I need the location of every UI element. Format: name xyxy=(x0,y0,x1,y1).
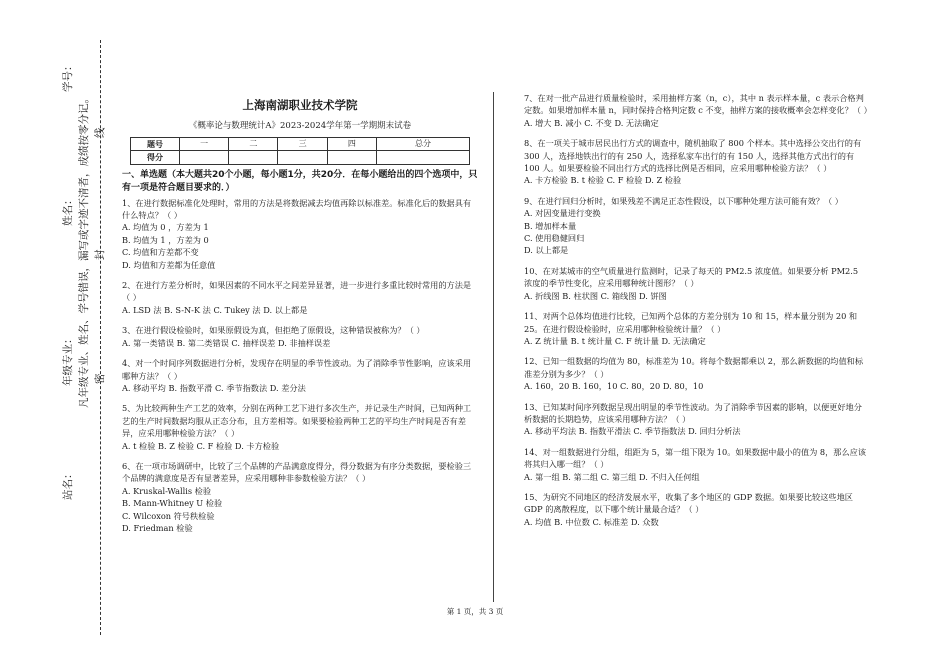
question-item xyxy=(524,92,872,129)
score-cell: 二 xyxy=(229,137,278,150)
question-option: A. 对因变量进行变换 xyxy=(524,208,601,219)
score-input-cell xyxy=(180,151,229,164)
seal-char-mi: 密 xyxy=(94,373,106,384)
question-stem: 15、为研究不同地区的经济发展水平，收集了多个地区的 GDP 数据。如果要比较这些地区 GDP 的离散程度，以下哪个统计量最合适？（ ） xyxy=(524,491,853,515)
name-label: 姓名： xyxy=(62,194,74,226)
question-item xyxy=(122,279,478,316)
score-table xyxy=(130,137,470,165)
question-option: A. Kruskal-Wallis 检验 xyxy=(122,485,212,496)
binding-strip xyxy=(0,0,115,672)
score-input-cell xyxy=(327,151,376,164)
question-option: C. 均值和方差都不变 xyxy=(122,247,199,258)
column-divider xyxy=(493,92,494,602)
exam-subtitle: 《概率论与数理统计A》2023-2024学年第一学期期末试卷 xyxy=(188,121,412,132)
question-option: A. 第一类错误 B. 第二类错误 C. 抽样误差 D. 非抽样误差 xyxy=(122,337,331,348)
question-option: A. 第一组 B. 第二组 C. 第三组 D. 不归入任何组 xyxy=(524,471,700,482)
question-item xyxy=(524,355,868,392)
question-option: A. 均值为 0 ，方差为 1 xyxy=(122,222,209,233)
question-stem: 14、对一组数据进行分组，组距为 5，第一组下限为 10。如果数据中最小的值为 8，那么应该将其归入哪一组？（ ） xyxy=(524,446,867,470)
right-question-list xyxy=(524,92,872,528)
question-item xyxy=(524,195,868,257)
grade-major-label: 年级专业： xyxy=(62,333,74,386)
question-item xyxy=(122,324,478,349)
question-option: C. 使用稳健回归 xyxy=(524,233,585,244)
question-option: A. 均值 B. 中位数 C. 标准差 D. 众数 xyxy=(524,516,659,527)
left-question-list xyxy=(122,197,478,535)
question-stem: 4、对一个时间序列数据进行分析，发现存在明显的季节性波动。为了消除季节性影响，应该采用哪种方法？（ ） xyxy=(122,358,472,381)
question-option: B. 均值为 1 ，方差为 0 xyxy=(122,234,209,245)
section-heading: 一、单选题（本大题共20个小题，每小题1分，共20分．在每小题给出的四个选项中，只有一项是符合题目要求的．） xyxy=(122,169,478,193)
question-option: A. 卡方检验 B. t 检验 C. F 检验 D. Z 检验 xyxy=(524,175,682,186)
school-label: 站名： xyxy=(62,468,74,500)
score-cell: 总分 xyxy=(376,137,469,150)
question-option: A. t 检验 B. Z 检验 C. F 检验 D. 卡方检验 xyxy=(122,440,280,451)
question-item xyxy=(524,310,868,347)
seal-dashed-line xyxy=(100,40,101,635)
question-stem: 12、已知一组数据的均值为 80，标准差为 10。将每个数据都乘以 2，那么新数据的均值和标准差分别为多少？（ ） xyxy=(524,356,864,379)
student-id-label: 学号： xyxy=(62,60,74,92)
right-column xyxy=(524,92,872,536)
score-cell: 得分 xyxy=(131,151,180,164)
score-input-cell xyxy=(376,151,469,164)
school-title: 上海南湖职业技术学院 xyxy=(242,98,358,112)
question-stem: 1、在进行数据标准化处理时，常用的方法是将数据减去均值再除以标准差。标准化后的数据具有什么特点？（ ） xyxy=(122,197,472,221)
left-column xyxy=(122,92,478,542)
question-option: A. 160，20 B. 160，10 C. 80，20 D. 80，10 xyxy=(524,381,704,392)
score-input-cell xyxy=(229,151,278,164)
question-option: D. Friedman 检验 xyxy=(122,522,193,533)
question-stem: 11、对两个总体均值进行比较，已知两个总体的方差分别为 10 和 15，样本量分别为 20 和 25。在进行假设检验时，应采用哪种检验统计量？（ ） xyxy=(524,311,858,334)
seal-char-feng: 封 xyxy=(94,249,106,260)
question-item xyxy=(122,402,478,452)
question-item xyxy=(524,491,868,528)
question-stem: 5、为比较两种生产工艺的效率，分别在两种工艺下进行多次生产，并记录生产时间，已知两种工艺的生产时间数据均服从正态分布，且方差相等。如果要检验两种工艺的平均生产时间是否有差异，应采用哪种检验方法？（ ） xyxy=(122,403,472,439)
question-option: D. 以上都是 xyxy=(524,245,569,256)
score-table-score-row xyxy=(131,151,470,164)
question-stem: 8、在一项关于城市居民出行方式的调查中，随机抽取了 800 个样本。其中选择公交出行的有 300 人，选择地铁出行的有 250 人，选择私家车出行的有 150 人，选择其他方式出行的有 100 人。如果要检验不同出行方式的选择比例是否相同，应采用哪种检验方法？（ ） xyxy=(524,138,862,174)
question-item xyxy=(524,265,868,302)
page-footer: 第 1 页，共 3 页 xyxy=(446,607,504,616)
question-option: B. Mann-Whitney U 检验 xyxy=(122,498,223,509)
score-cell: 四 xyxy=(327,137,376,150)
score-table-header-row xyxy=(131,137,470,150)
question-option: A. 移动平均法 B. 指数平滑法 C. 季节指数法 D. 回归分析法 xyxy=(524,426,741,437)
seal-char-xian: 线 xyxy=(94,127,106,138)
question-option: A. 折线图 B. 柱状图 C. 箱线图 D. 饼图 xyxy=(524,290,667,301)
score-cell: 题号 xyxy=(131,137,180,150)
question-item xyxy=(524,446,868,483)
question-option: A. 移动平均 B. 指数平滑 C. 季节指数法 D. 差分法 xyxy=(122,382,306,393)
question-item xyxy=(524,401,868,438)
question-option: B. 增加样本量 xyxy=(524,220,577,231)
question-option: A. 增大 B. 减小 C. 不变 D. 无法确定 xyxy=(524,117,659,128)
question-item xyxy=(122,197,478,271)
question-item xyxy=(524,137,868,187)
binding-rule-text: 凡年级专业、姓名、学号错误，漏写或字迹不清者，成绩按零分记。 xyxy=(78,93,90,408)
question-stem: 6、在一项市场调研中，比较了三个品牌的产品满意度得分，得分数据为有序分类数据，要检验三个品牌的满意度是否有显著差异，应采用哪种非参数检验方法？（ ） xyxy=(122,460,472,484)
question-stem: 9、在进行回归分析时，如果残差不满足正态性假设，以下哪种处理方法可能有效？（ ） xyxy=(524,195,843,206)
question-option: A. Z 统计量 B. t 统计量 C. F 统计量 D. 无法确定 xyxy=(524,335,706,346)
question-stem: 3、在进行假设检验时，如果原假设为真，但拒绝了原假设，这种错误被称为？（ ） xyxy=(122,325,425,336)
question-stem: 7、在对一批产品进行质量检验时，采用抽样方案（n，c），其中 n 表示样本量，c 表示合格判定数。如果增加样本量 n，同时保持合格判定数 c 不变，抽样方案的接收概率会怎样变化？（ ） xyxy=(524,93,872,116)
question-stem: 2、在进行方差分析时，如果因素的不同水平之间差异显著，进一步进行多重比较时常用的方法是（ ） xyxy=(122,280,472,303)
question-option: C. Wilcoxon 符号秩检验 xyxy=(122,510,215,521)
question-item xyxy=(122,460,478,534)
score-cell: 一 xyxy=(180,137,229,150)
question-stem: 13、已知某时间序列数据呈现出明显的季节性波动。为了消除季节因素的影响，以便更好地分析数据的长期趋势，应该采用哪种方法？（ ） xyxy=(524,401,862,424)
score-cell: 三 xyxy=(278,137,327,150)
question-stem: 10、在对某城市的空气质量进行监测时，记录了每天的 PM2.5 浓度值。如果要分析 PM2.5 浓度的季节性变化，应采用哪种统计图形？（ ） xyxy=(524,265,859,289)
score-input-cell xyxy=(278,151,327,164)
question-option: D. 均值和方差都为任意值 xyxy=(122,259,216,270)
question-option: A. LSD 法 B. S-N-K 法 C. Tukey 法 D. 以上都是 xyxy=(122,304,308,315)
question-item xyxy=(122,357,478,394)
